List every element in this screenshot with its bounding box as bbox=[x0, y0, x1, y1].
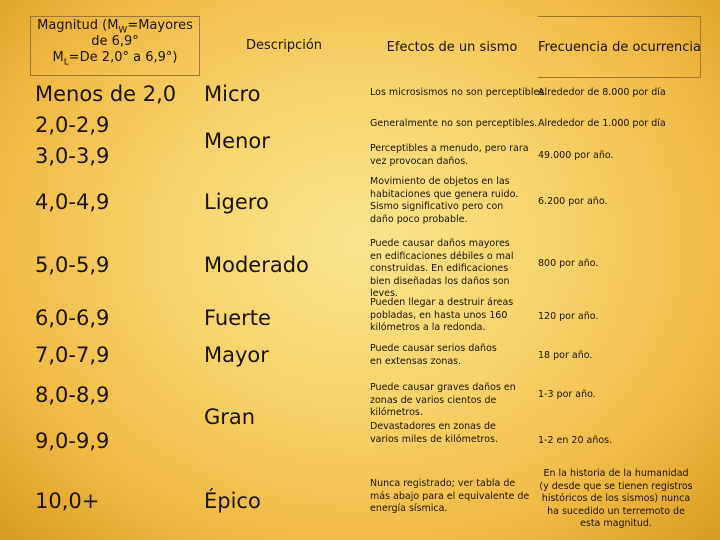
frequency-cell: 1-3 por año. bbox=[538, 389, 596, 400]
magnitude-cell: 9,0-9,9 bbox=[35, 429, 110, 453]
description-cell: Mayor bbox=[204, 343, 269, 367]
effect-cell: Nunca registrado; ver tabla de más abajo para el equivalente de energía sísmica. bbox=[370, 478, 530, 514]
magnitude-cell: 5,0-5,9 bbox=[35, 253, 110, 277]
magnitude-cell: Menos de 2,0 bbox=[35, 82, 177, 106]
frequency-cell: 1-2 en 20 años. bbox=[538, 435, 613, 446]
frequency-cell: 6.200 por año. bbox=[538, 196, 608, 207]
effect-cell: Devastadores en zonas de varios miles de kilómetros. bbox=[370, 421, 498, 445]
frequency-cell: En la historia de la humanidad (y desde que se tienen registros históricos de los sismos) nunca ha sucedido un terremoto de esta magnitud. bbox=[539, 468, 693, 529]
description-cell: Ligero bbox=[204, 190, 269, 214]
description-cell: Moderado bbox=[204, 253, 309, 277]
effect-cell: Pueden llegar a destruir áreas pobladas, en hasta unos 160 kilómetros a la redonda. bbox=[370, 297, 514, 333]
magnitude-cell: 4,0-4,9 bbox=[35, 190, 110, 214]
effect-cell: Puede causar daños mayores en edificaciones débiles o mal construidas. En edificaciones bien diseñadas los daños son leves. bbox=[370, 238, 514, 299]
magnitude-cell: 8,0-8,9 bbox=[35, 383, 110, 407]
frequency-cell: Alrededor de 8.000 por día bbox=[538, 87, 666, 98]
effect-cell: Perceptibles a menudo, pero rara vez provocan daños. bbox=[370, 143, 529, 167]
frequency-cell: Alrededor de 1.000 por día bbox=[538, 118, 666, 129]
description-cell: Gran bbox=[204, 405, 256, 429]
frequency-cell: 120 por año. bbox=[538, 311, 599, 322]
description-cell: Micro bbox=[204, 82, 261, 106]
magnitude-header: Magnitud ($M_W=Mayores$ de 6,9° $M_L=De$ 2,0° a 6,9°) bbox=[37, 18, 193, 68]
frequency-header: Frecuencia de ocurrencia bbox=[538, 40, 701, 55]
frequency-cell: 49.000 por año. bbox=[538, 150, 614, 161]
effect-cell: Los microsismos no son perceptibles. bbox=[370, 87, 548, 98]
effect-cell: Movimiento de objetos en las habitaciones que genera ruido. Sismo significativo pero con daño poco probable. bbox=[370, 176, 519, 225]
description-cell: Épico bbox=[204, 489, 261, 513]
frequency-cell: 18 por año. bbox=[538, 350, 593, 361]
effect-cell: Puede causar serios daños en extensas zonas. bbox=[370, 343, 497, 367]
description-cell: Fuerte bbox=[204, 306, 271, 330]
magnitude-cell: 6,0-6,9 bbox=[35, 306, 110, 330]
description-cell: Menor bbox=[204, 129, 270, 153]
magnitude-cell: 2,0-2,9 bbox=[35, 113, 110, 137]
frequency-cell: 800 por año. bbox=[538, 258, 599, 269]
magnitude-cell: 7,0-7,9 bbox=[35, 343, 110, 367]
effect-cell: Generalmente no son perceptibles. bbox=[370, 118, 538, 129]
description-header: Descripción bbox=[245, 38, 323, 53]
magnitude-cell: 3,0-3,9 bbox=[35, 144, 110, 168]
effect-cell: Puede causar graves daños en zonas de varios cientos de kilómetros. bbox=[370, 382, 516, 418]
magnitude-cell: 10,0+ bbox=[35, 489, 100, 513]
effects-header: Efectos de un sismo bbox=[386, 40, 518, 55]
